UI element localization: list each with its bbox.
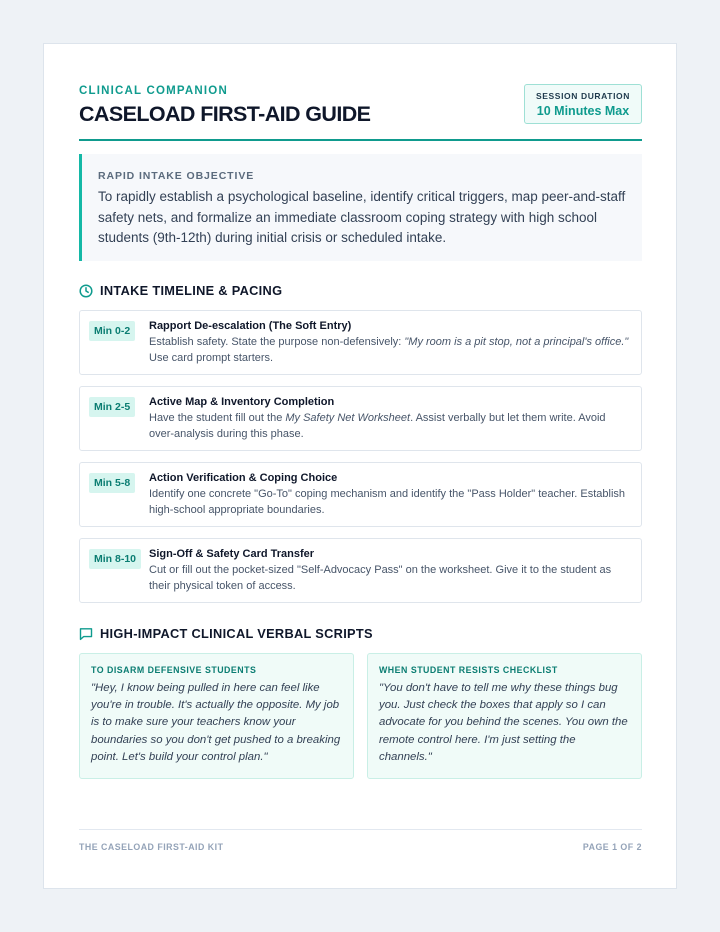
step-time-badge: Min 5-8 xyxy=(89,473,135,493)
script-card xyxy=(367,653,642,779)
timeline-step xyxy=(79,538,642,603)
session-duration-value: 10 Minutes Max xyxy=(536,104,630,118)
script-card-label: TO DISARM DEFENSIVE STUDENTS xyxy=(91,665,257,675)
clock-icon xyxy=(79,284,93,298)
footer-page-number: PAGE 1 OF 2 xyxy=(582,842,642,852)
document-page xyxy=(43,43,677,889)
objective-callout xyxy=(79,154,642,261)
step-description: Identify one concrete "Go-To" coping mechanism and identify the "Pass Holder" teacher. Establish high-school appropriate boundaries. xyxy=(149,488,626,516)
timeline-section-title: INTAKE TIMELINE & PACING xyxy=(100,283,283,298)
script-card-quote: "Hey, I know being pulled in here can feel like you're in trouble. It's actually the opposite. My job is to make sure your teachers know your boundaries so you don't get pushed to a breaking point. Let's build your control plan." xyxy=(91,682,341,763)
script-card-label: WHEN STUDENT RESISTS CHECKLIST xyxy=(379,665,558,675)
footer-divider xyxy=(79,829,642,830)
step-description: Establish safety. State the purpose non-defensively: "My room is a pit stop, not a principal's office." Use card prompt starters. xyxy=(149,336,629,364)
scripts-section-header xyxy=(79,626,373,641)
step-time-badge: Min 0-2 xyxy=(89,321,135,341)
script-card-quote: "You don't have to tell me why these things bug you. Just check the boxes that apply so I can advocate for you behind the scenes. You own the remote control here. I'm just setting the channels." xyxy=(379,682,628,763)
step-title: Action Verification & Coping Choice xyxy=(149,472,338,484)
objective-text: To rapidly establish a psychological baseline, identify critical triggers, map peer-and-staff safety nets, and formalize an immediate classroom coping strategy with high school students (9th-12th) during initial crisis or scheduled intake. xyxy=(98,189,626,245)
header-divider xyxy=(79,139,642,141)
step-title: Active Map & Inventory Completion xyxy=(149,396,335,408)
step-time-badge: Min 8-10 xyxy=(89,549,141,569)
timeline-step xyxy=(79,462,642,527)
timeline-section-header xyxy=(79,283,282,298)
script-card xyxy=(79,653,354,779)
timeline-step xyxy=(79,386,642,451)
scripts-section-title: HIGH-IMPACT CLINICAL VERBAL SCRIPTS xyxy=(100,626,373,641)
session-duration-label: SESSION DURATION xyxy=(536,91,630,101)
footer-kit-name: THE CASELOAD FIRST-AID KIT xyxy=(79,842,224,852)
session-duration-box xyxy=(524,84,642,124)
step-title: Rapport De-escalation (The Soft Entry) xyxy=(149,320,352,332)
eyebrow-label: CLINICAL COMPANION xyxy=(79,85,228,97)
objective-label: RAPID INTAKE OBJECTIVE xyxy=(98,170,255,182)
timeline-step xyxy=(79,310,642,375)
step-title: Sign-Off & Safety Card Transfer xyxy=(149,548,315,560)
speech-bubble-icon xyxy=(79,627,93,641)
step-time-badge: Min 2-5 xyxy=(89,397,135,417)
page-title: CASELOAD FIRST-AID GUIDE xyxy=(79,102,371,126)
step-description: Cut or fill out the pocket-sized "Self-Advocacy Pass" on the worksheet. Give it to the student as their physical token of access. xyxy=(149,564,612,592)
step-description: Have the student fill out the My Safety Net Worksheet. Assist verbally but let them write. Avoid over-analysis during this phase. xyxy=(149,412,606,440)
